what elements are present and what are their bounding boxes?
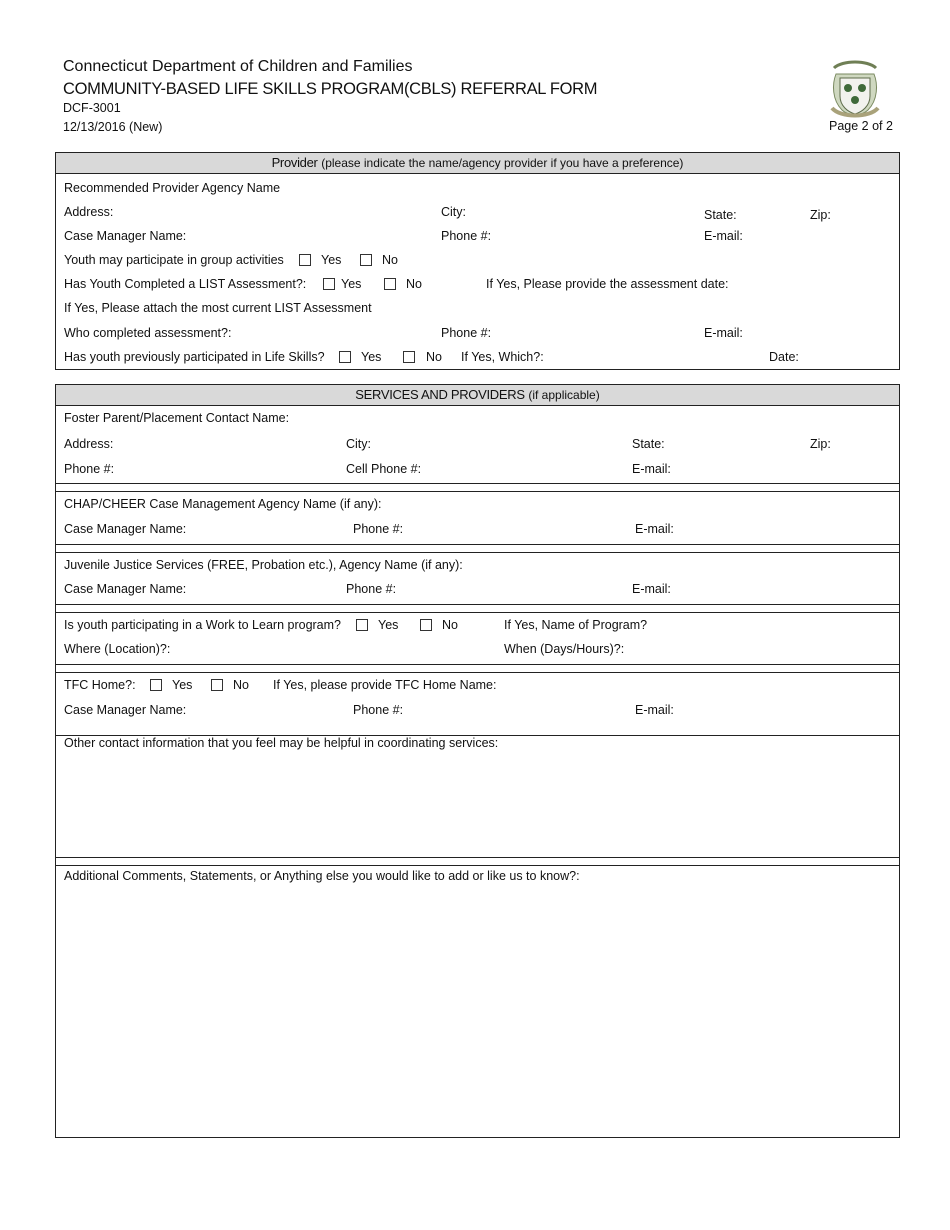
juvenile-justice-section — [55, 552, 900, 605]
yes-label: Yes — [378, 618, 399, 632]
form-title: COMMUNITY-BASED LIFE SKILLS PROGRAM(CBLS) REFERRAL FORM — [63, 80, 598, 98]
no-label: No — [382, 253, 398, 267]
services-section — [55, 384, 900, 484]
work-to-learn-section — [55, 612, 900, 665]
foster-zip-label: Zip: — [810, 437, 831, 451]
list-assessment-label: Has Youth Completed a LIST Assessment?: — [64, 277, 307, 291]
tfc-home-label: TFC Home?: — [64, 678, 136, 692]
jj-email-label: E-mail: — [632, 582, 671, 596]
chap-case-manager-label: Case Manager Name: — [64, 522, 187, 536]
list-assessment-yes-checkbox[interactable] — [323, 278, 335, 290]
additional-comments-section[interactable] — [55, 865, 900, 1138]
chap-phone-label: Phone #: — [353, 522, 404, 536]
foster-email-label: E-mail: — [632, 462, 671, 476]
address-label: Address: — [64, 205, 114, 219]
provider-header — [56, 153, 899, 174]
group-activities-label: Youth may participate in group activities — [64, 253, 284, 267]
state-seal-icon — [826, 56, 884, 120]
jj-case-manager-label: Case Manager Name: — [64, 582, 187, 596]
other-contact-label: Other contact information that you feel may be helpful in coordinating services: — [64, 736, 499, 750]
agency-name-label: Recommended Provider Agency Name — [64, 181, 281, 195]
email-label: E-mail: — [704, 229, 743, 243]
page-number: Page 2 of 2 — [829, 119, 893, 133]
tfc-phone-label: Phone #: — [353, 703, 404, 717]
life-skills-label: Has youth previously participated in Life Skills? — [64, 350, 325, 364]
foster-city-label: City: — [346, 437, 371, 451]
chap-cheer-section — [55, 491, 900, 545]
work-to-learn-label: Is youth participating in a Work to Learn program? — [64, 618, 341, 632]
foster-cell-phone-label: Cell Phone #: — [346, 462, 422, 476]
yes-label: Yes — [341, 277, 362, 291]
foster-phone-label: Phone #: — [64, 462, 115, 476]
provider-section — [55, 152, 900, 370]
tfc-case-manager-label: Case Manager Name: — [64, 703, 187, 717]
when-label: When (Days/Hours)?: — [504, 642, 625, 656]
department-name: Connecticut Department of Children and Families — [63, 58, 413, 75]
life-skills-yes-checkbox[interactable] — [339, 351, 351, 363]
services-title: SERVICES AND PROVIDERS — [355, 387, 525, 402]
no-label: No — [406, 277, 422, 291]
tfc-home-name-label: If Yes, please provide TFC Home Name: — [273, 678, 497, 692]
where-label: Where (Location)?: — [64, 642, 171, 656]
foster-state-label: State: — [632, 437, 665, 451]
tfc-email-label: E-mail: — [635, 703, 674, 717]
foster-contact-label: Foster Parent/Placement Contact Name: — [64, 411, 290, 425]
group-activities-no-checkbox[interactable] — [360, 254, 372, 266]
state-label: State: — [704, 208, 737, 222]
chap-agency-label: CHAP/CHEER Case Management Agency Name (if any): — [64, 497, 382, 511]
assessor-phone-label: Phone #: — [441, 326, 492, 340]
tfc-home-section — [55, 672, 900, 736]
no-label: No — [426, 350, 442, 364]
group-activities-yes-checkbox[interactable] — [299, 254, 311, 266]
provider-title-note: (please indicate the name/agency provider if you have a preference) — [321, 156, 684, 170]
work-to-learn-no-checkbox[interactable] — [420, 619, 432, 631]
phone-label: Phone #: — [441, 229, 492, 243]
life-skills-date-label: Date: — [769, 350, 799, 364]
form-date: 12/13/2016 (New) — [63, 120, 163, 134]
case-manager-label: Case Manager Name: — [64, 229, 187, 243]
assessment-date-label: If Yes, Please provide the assessment date: — [486, 277, 729, 291]
yes-label: Yes — [321, 253, 342, 267]
other-contact-section[interactable] — [55, 735, 900, 858]
program-name-label: If Yes, Name of Program? — [504, 618, 648, 632]
zip-label: Zip: — [810, 208, 831, 222]
services-title-note: (if applicable) — [528, 388, 600, 402]
assessor-email-label: E-mail: — [704, 326, 743, 340]
work-to-learn-yes-checkbox[interactable] — [356, 619, 368, 631]
additional-comments-label: Additional Comments, Statements, or Anything else you would like to add or like us to know?: — [64, 869, 580, 883]
yes-label: Yes — [172, 678, 193, 692]
who-completed-label: Who completed assessment?: — [64, 326, 232, 340]
if-yes-which-label: If Yes, Which?: — [461, 350, 544, 364]
jj-phone-label: Phone #: — [346, 582, 397, 596]
chap-email-label: E-mail: — [635, 522, 674, 536]
form-id: DCF-3001 — [63, 101, 121, 115]
services-header — [56, 385, 899, 406]
tfc-home-no-checkbox[interactable] — [211, 679, 223, 691]
no-label: No — [442, 618, 458, 632]
city-label: City: — [441, 205, 466, 219]
no-label: No — [233, 678, 249, 692]
list-assessment-no-checkbox[interactable] — [384, 278, 396, 290]
attach-list-label: If Yes, Please attach the most current LIST Assessment — [64, 301, 372, 315]
life-skills-no-checkbox[interactable] — [403, 351, 415, 363]
tfc-home-yes-checkbox[interactable] — [150, 679, 162, 691]
yes-label: Yes — [361, 350, 382, 364]
jj-agency-label: Juvenile Justice Services (FREE, Probation etc.), Agency Name (if any): — [64, 558, 463, 572]
foster-address-label: Address: — [64, 437, 114, 451]
provider-title: Provider — [271, 155, 318, 170]
